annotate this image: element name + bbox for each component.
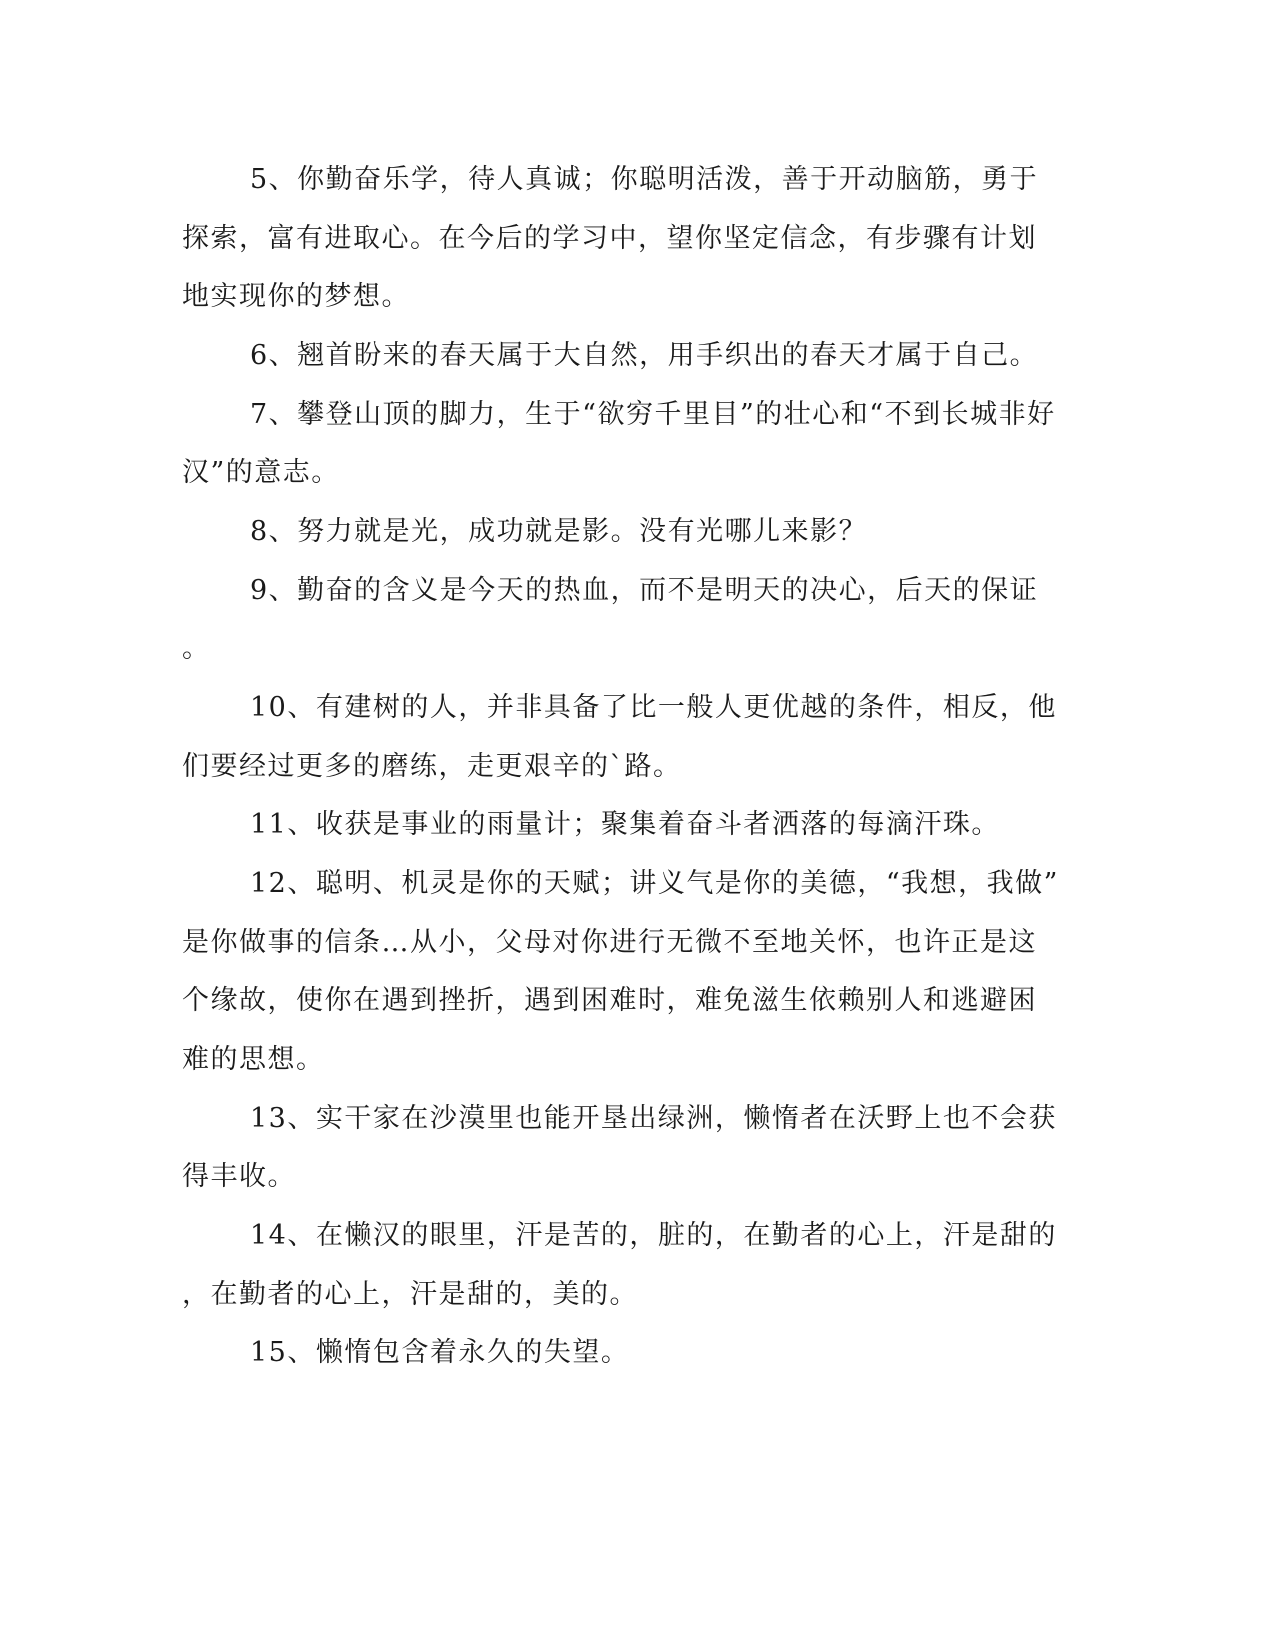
text-line: 们要经过更多的磨练，走更艰辛的`路。 [182,751,682,782]
text-line: 汉”的意志。 [182,457,340,488]
text-line: 6、翘首盼来的春天属于大自然，用手织出的春天才属于自己。 [250,340,1039,371]
text-line: 地实现你的梦想。 [182,281,410,312]
text-line: 9、勤奋的含义是今天的热血，而不是明天的决心，后天的保证 [250,575,1039,606]
text-line: ，在勤者的心上，汗是甜的，美的。 [182,1279,638,1310]
text-line: 是你做事的信条…从小，父母对你进行无微不至地关怀，也许正是这 [182,927,1037,958]
text-line: 得丰收。 [182,1161,296,1192]
text-line: 个缘故，使你在遇到挫折，遇到困难时，难免滋生依赖别人和逃避困 [182,985,1037,1016]
text-line: 15、懒惰包含着永久的失望。 [250,1337,630,1368]
text-line: 13、实干家在沙漠里也能开垦出绿洲，懒惰者在沃野上也不会获 [250,1103,1057,1134]
text-line: 8、努力就是光，成功就是影。没有光哪儿来影？ [250,516,868,547]
text-line: 11、收获是事业的雨量计；聚集着奋斗者洒落的每滴汗珠。 [250,809,1000,840]
text-line: 14、在懒汉的眼里，汗是苦的，脏的，在勤者的心上，汗是甜的 [250,1220,1057,1251]
text-line: 。 [182,633,211,664]
text-line: 7、攀登山顶的脚力，生于“欲穷千里目”的壮心和“不到长城非好 [250,399,1056,430]
text-line: 12、聪明、机灵是你的天赋；讲义气是你的美德，“我想，我做” [250,868,1059,899]
text-line: 探索，富有进取心。在今后的学习中，望你坚定信念，有步骤有计划 [182,223,1037,254]
text-line: 10、有建树的人，并非具备了比一般人更优越的条件，相反，他 [250,692,1057,723]
text-line: 5、你勤奋乐学，待人真诚；你聪明活泼，善于开动脑筋，勇于 [250,164,1039,195]
text-line: 难的思想。 [182,1044,325,1075]
